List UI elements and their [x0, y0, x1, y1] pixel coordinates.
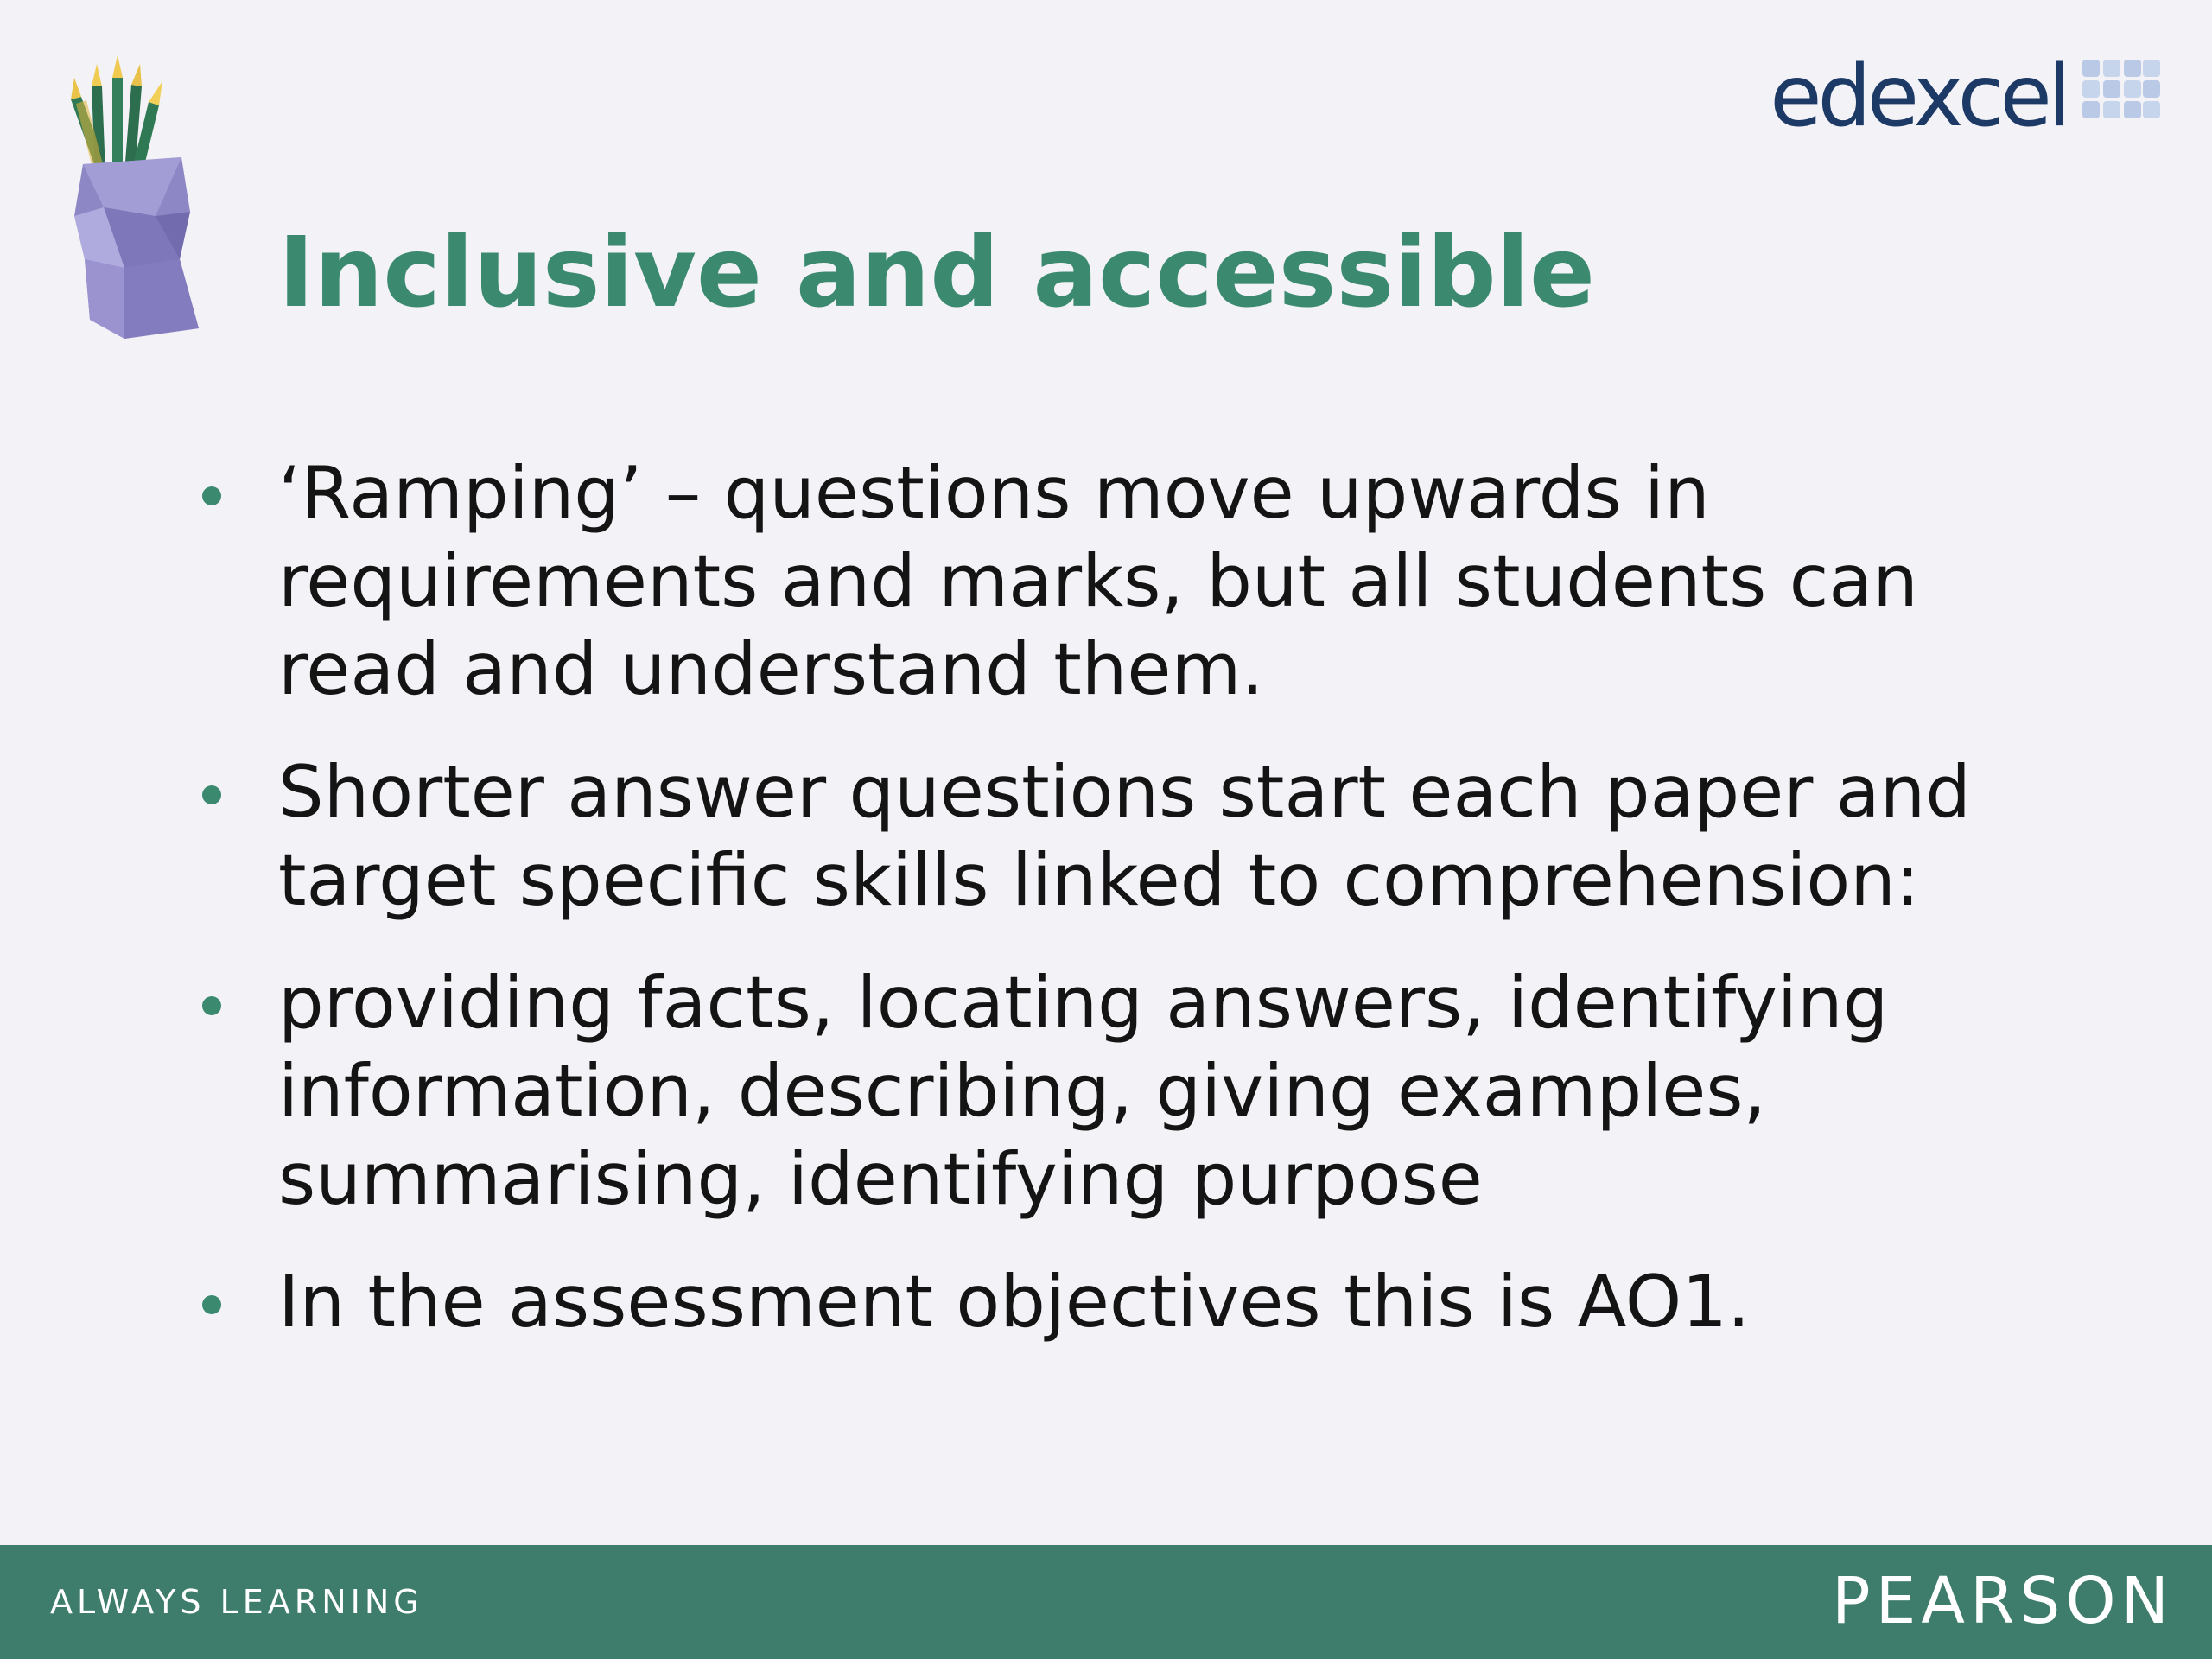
footer-tagline: ALWAYS LEARNING	[50, 1583, 423, 1621]
bullet-dot-icon	[202, 996, 221, 1015]
footer-bar	[0, 1545, 2212, 1659]
logo-grid-icon	[2082, 58, 2160, 136]
logo-text: edexcel	[1770, 48, 2067, 146]
bullet-item	[190, 959, 2091, 1224]
pearson-logo: PEARSON	[1832, 1564, 2174, 1638]
bullet-list	[190, 449, 2091, 1381]
bullet-dot-icon	[202, 785, 221, 804]
bullet-item	[190, 1258, 2091, 1346]
edexcel-logo	[1770, 48, 2160, 146]
bullet-text: ‘Ramping’ – questions move upwards in requirements and marks, but all students can read and understand them.	[278, 451, 1918, 711]
bullet-item	[190, 748, 2091, 925]
slide-title: Inclusive and accessible	[278, 217, 1595, 329]
bullet-text: Shorter answer questions start each paper and target specific skills linked to comprehension:	[278, 750, 1971, 922]
bullet-text: providing facts, locating answers, identifying information, describing, giving examples, summarising, identifying purpose	[278, 961, 1889, 1221]
bullet-dot-icon	[202, 486, 221, 505]
bullet-item	[190, 449, 2091, 714]
bullet-dot-icon	[202, 1295, 221, 1314]
bullet-text: In the assessment objectives this is AO1.	[278, 1260, 1751, 1344]
pencil-cup-icon	[52, 52, 216, 346]
